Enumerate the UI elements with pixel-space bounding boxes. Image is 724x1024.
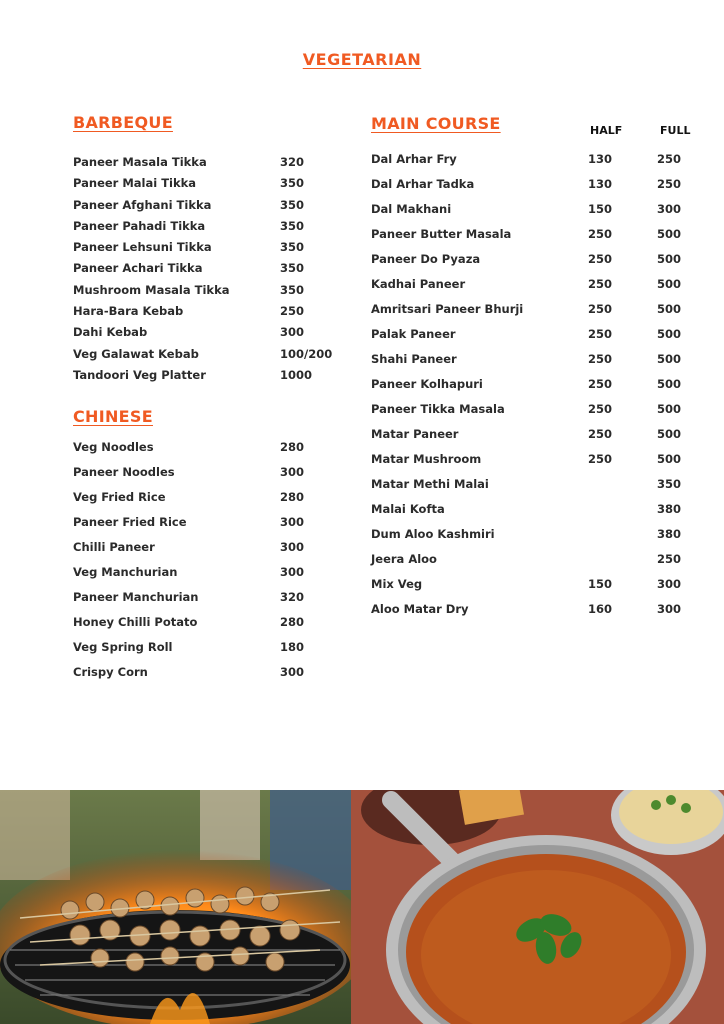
- item-price-full: 500: [657, 227, 682, 241]
- item-price: 100/200: [280, 346, 333, 361]
- item-name: Dal Arhar Fry: [371, 152, 457, 166]
- item-price-full: 500: [657, 402, 682, 416]
- item-price: 180: [280, 640, 305, 654]
- item-price-full: 500: [657, 327, 682, 341]
- half-column-header: HALF: [590, 124, 623, 137]
- main-course-list: [371, 152, 701, 627]
- menu-item: [371, 427, 701, 452]
- item-name: Dal Makhani: [371, 202, 452, 216]
- item-name: Shahi Paneer: [371, 352, 457, 366]
- full-column-header: FULL: [660, 124, 691, 137]
- item-name: Tandoori Veg Platter: [73, 367, 206, 382]
- menu-item: [371, 377, 701, 402]
- menu-item: [371, 202, 701, 227]
- menu-item: [371, 502, 701, 527]
- item-price-half: 160: [588, 602, 613, 616]
- section-title-barbeque: BARBEQUE: [73, 113, 173, 132]
- menu-item: [73, 490, 353, 515]
- item-price: 350: [280, 218, 305, 233]
- item-name: Kadhai Paneer: [371, 277, 466, 291]
- item-price: 300: [280, 515, 305, 529]
- item-price-half: 250: [588, 327, 613, 341]
- menu-item: [371, 452, 701, 477]
- menu-item: [371, 152, 701, 177]
- item-price: 300: [280, 325, 305, 340]
- menu-item: [371, 477, 701, 502]
- item-name: Veg Galawat Kebab: [73, 346, 199, 361]
- item-price-half: 150: [588, 577, 613, 591]
- menu-item: [73, 176, 353, 197]
- item-price: 350: [280, 176, 305, 191]
- menu-item: [73, 283, 353, 304]
- item-price-full: 500: [657, 452, 682, 466]
- item-price: 280: [280, 440, 305, 454]
- item-name: Veg Fried Rice: [73, 490, 166, 504]
- item-name: Dal Arhar Tadka: [371, 177, 475, 191]
- item-price-full: 500: [657, 377, 682, 391]
- menu-item: [371, 177, 701, 202]
- menu-item: [73, 261, 353, 282]
- item-price-half: 250: [588, 452, 613, 466]
- item-name: Paneer Lehsuni Tikka: [73, 240, 212, 255]
- item-name: Paneer Manchurian: [73, 590, 199, 604]
- item-name: Dahi Kebab: [73, 325, 148, 340]
- menu-item: [371, 302, 701, 327]
- item-name: Paneer Afghani Tikka: [73, 197, 212, 212]
- menu-item: [371, 352, 701, 377]
- menu-item: [73, 198, 353, 219]
- item-price: 300: [280, 665, 305, 679]
- item-price-full: 300: [657, 577, 682, 591]
- item-name: Chilli Paneer: [73, 540, 155, 554]
- item-name: Paneer Noodles: [73, 465, 175, 479]
- item-name: Paneer Pahadi Tikka: [73, 218, 206, 233]
- item-price-full: 500: [657, 277, 682, 291]
- item-price-full: 500: [657, 252, 682, 266]
- item-price: 320: [280, 155, 305, 169]
- menu-item: [371, 277, 701, 302]
- item-name: Jeera Aloo: [371, 552, 437, 566]
- item-price: 350: [280, 282, 305, 297]
- item-price-full: 300: [657, 602, 682, 616]
- chinese-list: [73, 440, 353, 690]
- item-price-full: 250: [657, 177, 682, 191]
- menu-item: [73, 590, 353, 615]
- item-name: Dum Aloo Kashmiri: [371, 527, 495, 541]
- menu-item: [73, 515, 353, 540]
- item-price-half: 150: [588, 202, 613, 216]
- item-price: 280: [280, 615, 305, 629]
- item-price-full: 500: [657, 352, 682, 366]
- item-name: Malai Kofta: [371, 502, 445, 516]
- menu-item: [73, 615, 353, 640]
- barbeque-skewers-illustration: [0, 790, 351, 1024]
- menu-item: [73, 347, 353, 368]
- item-price-full: 380: [657, 502, 682, 516]
- menu-item: [371, 227, 701, 252]
- item-price: 300: [280, 540, 305, 554]
- item-name: Veg Manchurian: [73, 565, 178, 579]
- item-price-half: 130: [588, 152, 613, 166]
- item-price-full: 500: [657, 427, 682, 441]
- dal-makhani-illustration: [351, 790, 724, 1024]
- item-price: 300: [280, 565, 305, 579]
- item-price: 350: [280, 261, 305, 276]
- menu-item: [371, 552, 701, 577]
- item-price-half: 250: [588, 377, 613, 391]
- item-price-full: 500: [657, 302, 682, 316]
- food-photos: [0, 790, 724, 1024]
- item-name: Paneer Achari Tikka: [73, 261, 203, 276]
- menu-item: [371, 327, 701, 352]
- item-price-half: 250: [588, 302, 613, 316]
- menu-item: [73, 565, 353, 590]
- menu-item: [73, 440, 353, 465]
- item-price-full: 350: [657, 477, 682, 491]
- item-name: Mushroom Masala Tikka: [73, 282, 230, 297]
- item-price-full: 300: [657, 202, 682, 216]
- item-price: 280: [280, 490, 305, 504]
- menu-item: [73, 240, 353, 261]
- menu-item: [371, 527, 701, 552]
- item-name: Honey Chilli Potato: [73, 615, 198, 629]
- menu-item: [73, 368, 353, 389]
- item-price-half: 250: [588, 277, 613, 291]
- item-name: Matar Paneer: [371, 427, 459, 441]
- item-price-half: 250: [588, 352, 613, 366]
- item-price-full: 250: [657, 552, 682, 566]
- item-price-half: 250: [588, 427, 613, 441]
- item-price-full: 380: [657, 527, 682, 541]
- item-name: Veg Spring Roll: [73, 640, 173, 654]
- item-name: Veg Noodles: [73, 440, 154, 454]
- menu-item: [371, 577, 701, 602]
- menu-item: [73, 325, 353, 346]
- menu-item: [73, 219, 353, 240]
- menu-item: [73, 155, 353, 176]
- item-price-half: 130: [588, 177, 613, 191]
- item-price: 350: [280, 240, 305, 255]
- menu-item: [371, 402, 701, 427]
- item-price: 250: [280, 304, 305, 319]
- item-name: Paneer Masala Tikka: [73, 155, 207, 169]
- item-price: 350: [280, 197, 305, 212]
- item-price-half: 250: [588, 252, 613, 266]
- menu-item: [73, 640, 353, 665]
- menu-item: [73, 540, 353, 565]
- menu-item: [371, 602, 701, 627]
- page-title: VEGETARIAN: [302, 50, 422, 69]
- item-price: 300: [280, 465, 305, 479]
- item-name: Crispy Corn: [73, 665, 148, 679]
- item-name: Paneer Malai Tikka: [73, 176, 197, 191]
- item-name: Hara-Bara Kebab: [73, 304, 184, 319]
- section-title-chinese: CHINESE: [73, 407, 153, 426]
- barbeque-list: [73, 155, 353, 389]
- item-name: Paneer Butter Masala: [371, 227, 512, 241]
- item-name: Paneer Kolhapuri: [371, 377, 483, 391]
- section-title-main-course: MAIN COURSE: [371, 114, 501, 133]
- item-price-full: 250: [657, 152, 682, 166]
- item-name: Mix Veg: [371, 577, 423, 591]
- barbeque-skewers-photo: [0, 790, 351, 1024]
- menu-item: [73, 465, 353, 490]
- item-name: Paneer Tikka Masala: [371, 402, 505, 416]
- item-name: Paneer Do Pyaza: [371, 252, 481, 266]
- item-name: Matar Mushroom: [371, 452, 482, 466]
- item-name: Aloo Matar Dry: [371, 602, 469, 616]
- menu-item: [73, 304, 353, 325]
- item-price: 1000: [280, 367, 313, 382]
- item-name: Palak Paneer: [371, 327, 456, 341]
- item-name: Amritsari Paneer Bhurji: [371, 302, 524, 316]
- dal-makhani-bowl-photo: [351, 790, 724, 1024]
- item-price: 320: [280, 590, 305, 604]
- item-price-half: 250: [588, 227, 613, 241]
- item-price-half: 250: [588, 402, 613, 416]
- menu-item: [73, 665, 353, 690]
- item-name: Paneer Fried Rice: [73, 515, 187, 529]
- item-name: Matar Methi Malai: [371, 477, 489, 491]
- menu-item: [371, 252, 701, 277]
